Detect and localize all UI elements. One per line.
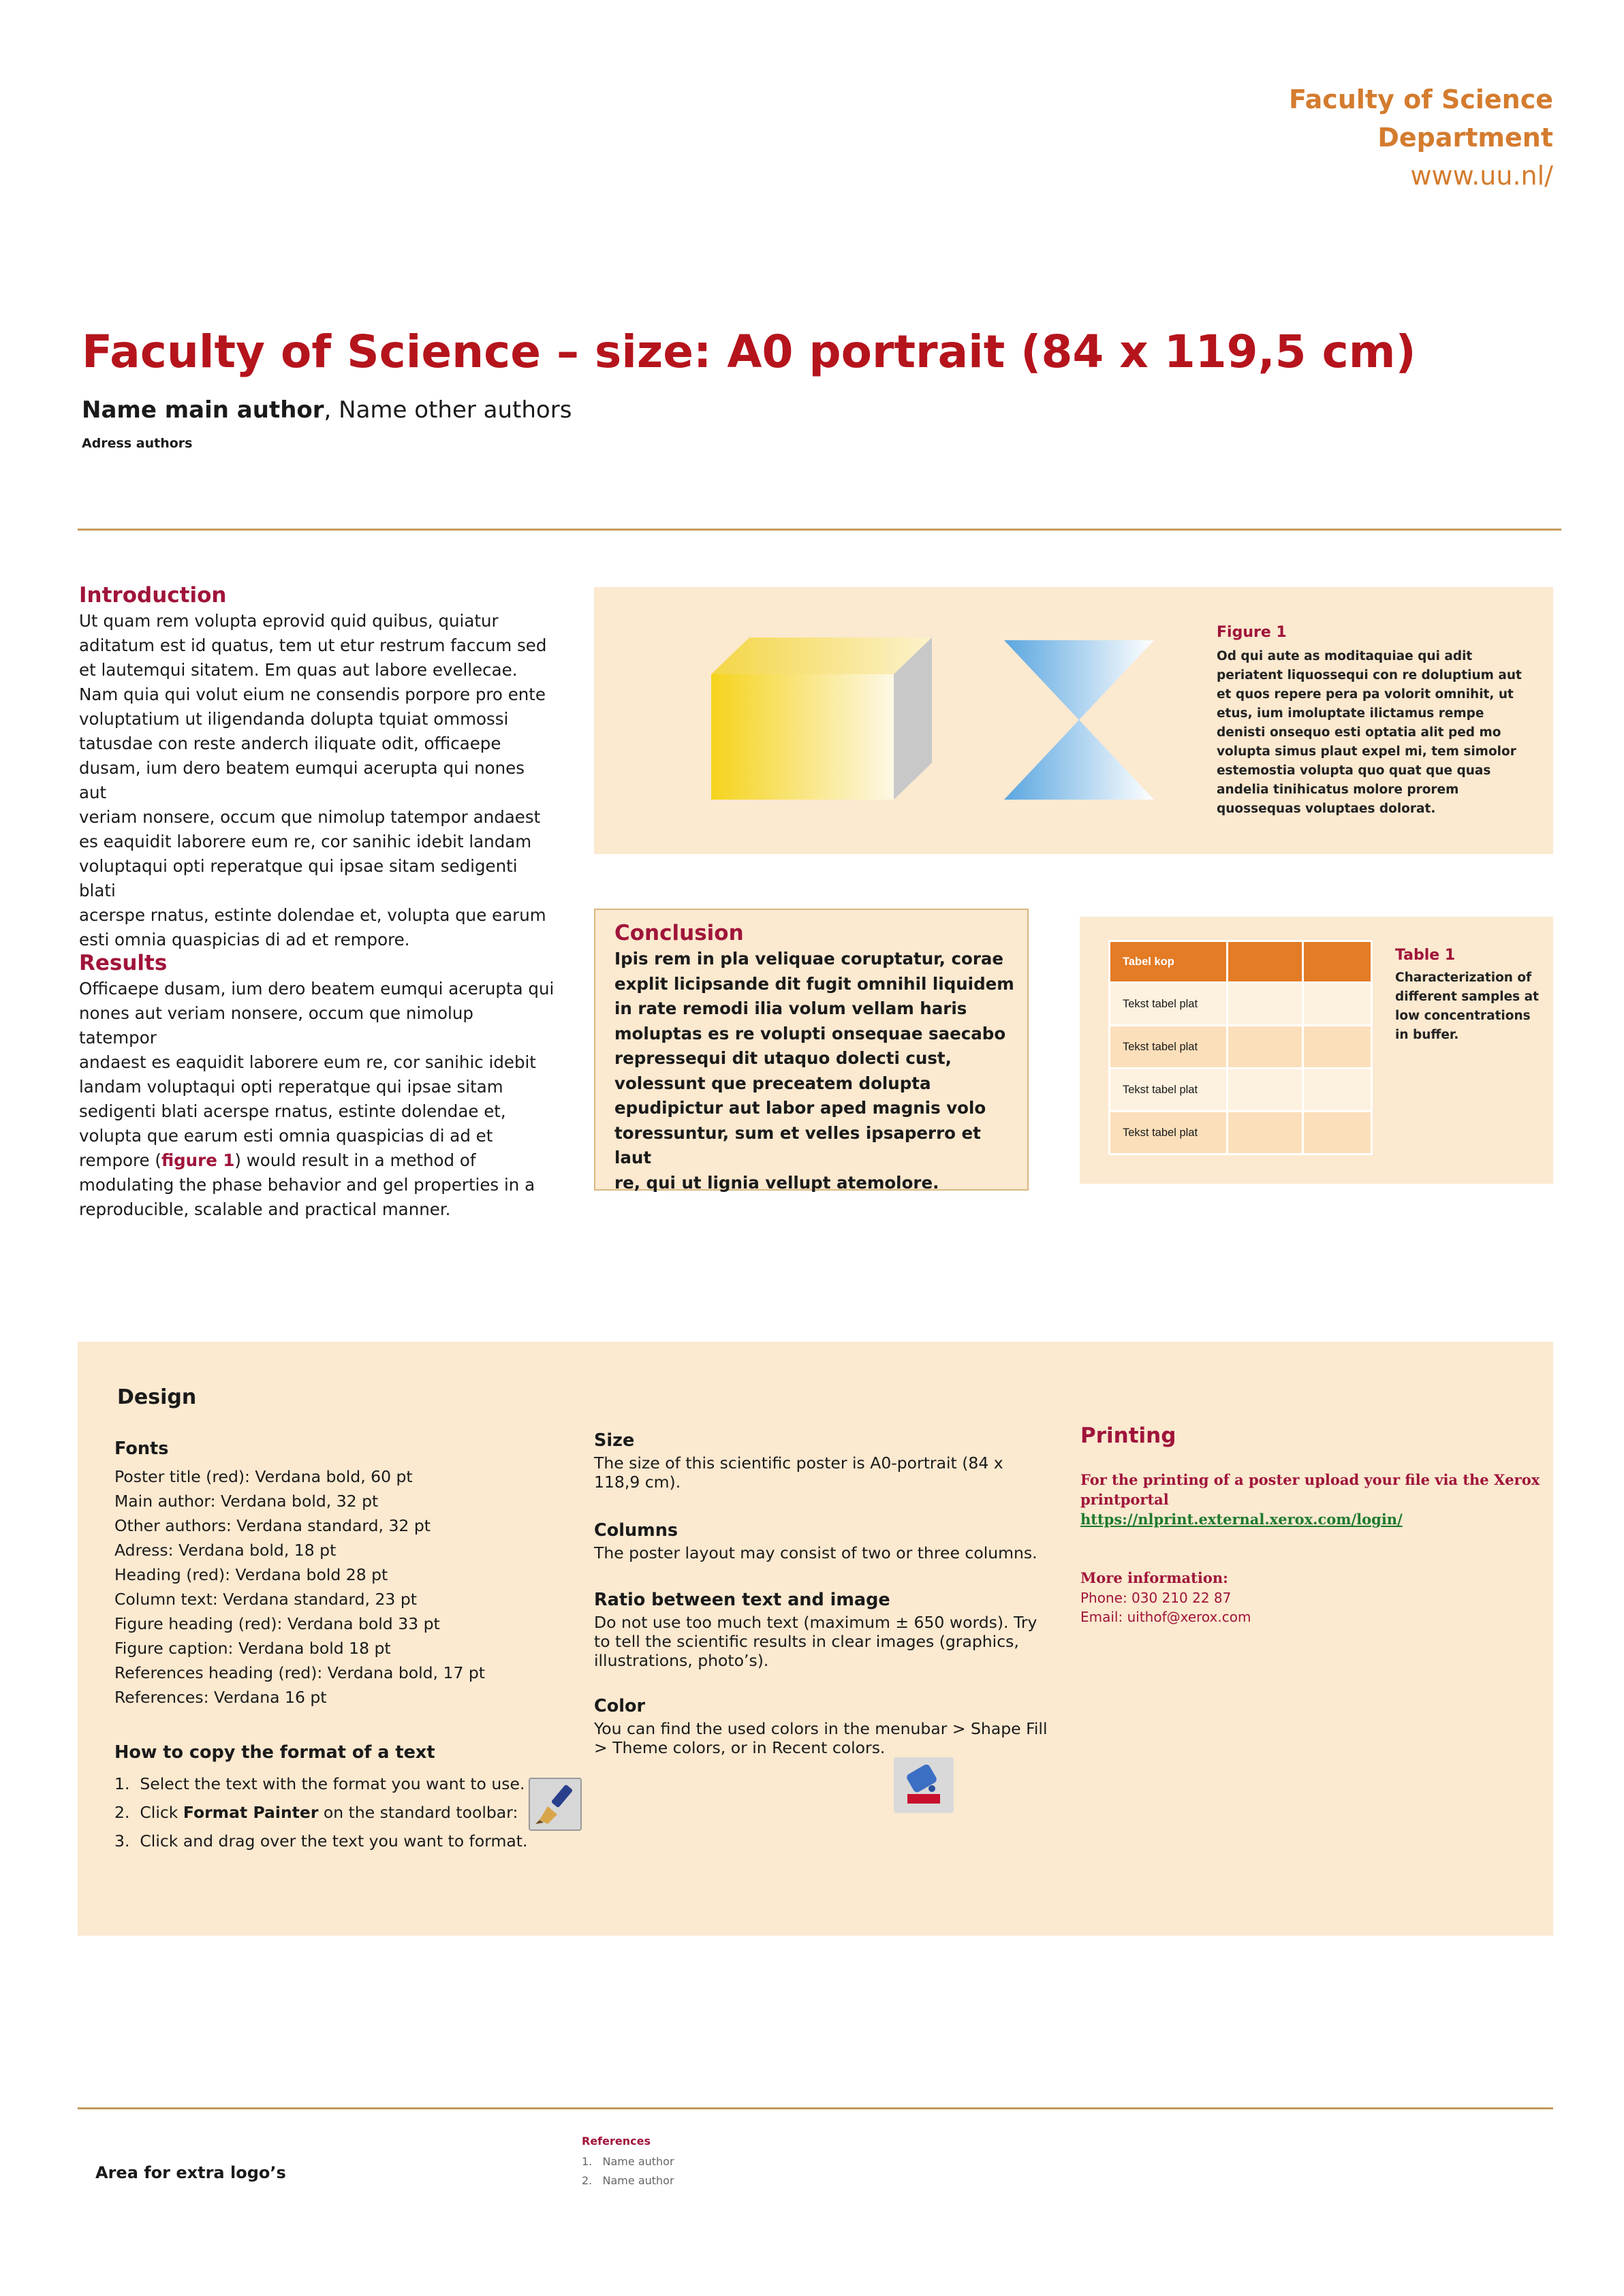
table-header-row <box>1110 941 1372 983</box>
figure-caption: Od qui aute as moditaquiae qui adit periatent liquossequi con re doluptium aut et quos repere pera pa volorit omnihit, ut etus, ium imoluptate ilictamus rempe denisti onsequo esti optatia alit ped mo volupta simus plaut expel mi, tem simolor estemostia volupta quo quat que quas andelia tinihicatus molore prorem quossequas voluptaes dolorat. <box>1217 649 1522 816</box>
text-line: dusam, ium dero beatem eumqui acerupta qui nones aut <box>79 758 525 802</box>
poster-title: Faculty of Science – size: A0 portrait (84 x 119,5 cm) <box>82 326 1416 378</box>
table-row <box>1110 983 1372 1026</box>
figure-panel <box>594 587 1553 854</box>
size-heading: Size <box>594 1430 635 1451</box>
email[interactable]: Email: uithof@xerox.com <box>1080 1609 1251 1625</box>
other-authors: , Name other authors <box>324 396 572 424</box>
table-cell: Tekst tabel plat <box>1110 1112 1228 1154</box>
authors-line <box>82 396 572 424</box>
results-section <box>79 951 556 1222</box>
text-line: sedigenti blati acerspe rnatus, estinte dolendae et, <box>79 1101 506 1121</box>
references-list <box>582 2152 674 2190</box>
color-heading: Color <box>594 1696 646 1716</box>
address: Adress authors <box>82 436 193 451</box>
figure-reference-link[interactable]: figure 1 <box>161 1150 235 1170</box>
text-line: et lautemqui sitatem. Em quas aut labore evellecae. <box>79 660 518 680</box>
more-info-heading: More information: <box>1080 1569 1228 1586</box>
table-cell: Tekst tabel plat <box>1110 983 1228 1026</box>
main-author: Name main author <box>82 396 324 424</box>
text-line: esti omnia quaspicias di ad et rempore. <box>79 930 410 949</box>
fonts-list: Poster title (red): Verdana bold, 60 pt Main author: Verdana bold, 32 pt Other authors: Verdana standard, 32 pt Adress: Verdana bold, 18 pt Heading (red): Verdana bold 28 pt Column text: Verdana standard, 23 pt Figure heading (red): Verdana bold 33 pt Figure caption: Verdana bold 18 pt References heading (red): Verdana bold, 17 pt References: Verdana 16 pt <box>114 1467 485 1707</box>
text-line: Nam quia qui volut eium ne consendis porpore pro ente <box>79 685 546 704</box>
text-line: andaest es eaquidit laborere eum re, cor sanihic idebit <box>79 1052 536 1072</box>
ratio-heading: Ratio between text and image <box>594 1590 890 1610</box>
fonts-heading: Fonts <box>114 1438 169 1459</box>
text-line: acerspe rnatus, estinte dolendae et, volupta que earum <box>79 905 546 925</box>
table-header-cell <box>1228 941 1303 983</box>
introduction-heading: Introduction <box>79 583 227 608</box>
contact-info <box>1080 1588 1251 1626</box>
results-heading: Results <box>79 951 168 975</box>
color-text: You can find the used colors in the menubar > Shape Fill > Theme colors, or in Recent colors. <box>594 1719 1048 1757</box>
extra-logos-area: Area for extra logo’s <box>95 2163 286 2182</box>
paint-bucket-icon[interactable] <box>894 1757 954 1813</box>
results-text <box>79 977 556 1222</box>
table-cell <box>1228 983 1303 1026</box>
introduction-text <box>79 609 549 952</box>
text-line: rempore (figure 1) would result in a method of <box>79 1150 476 1170</box>
org-name: Faculty of Science <box>1288 84 1553 114</box>
organization-block <box>1289 80 1553 195</box>
reference-item: 2. Name author <box>582 2174 674 2187</box>
text-line: reproducible, scalable and practical manner. <box>79 1199 451 1219</box>
text-line: modulating the phase behavior and gel properties in a <box>79 1175 535 1195</box>
text-line: volupta que earum esti omnia quaspicias di ad et <box>79 1126 493 1146</box>
text-line: aditatum est id quatus, tem ut etur restrum faccum sed <box>79 635 547 655</box>
table-cell <box>1228 1112 1303 1154</box>
step-1: 1. Select the text with the format you want to use. <box>114 1774 525 1793</box>
text-line: Ut quam rem volupta eprovid quid quibus, quiatur <box>79 611 499 631</box>
table-cell: Tekst tabel plat <box>1110 1026 1228 1069</box>
table-panel <box>1080 917 1553 1184</box>
step-2: 2. Click Format Painter on the standard toolbar: <box>114 1803 518 1822</box>
text-line: veriam nonsere, occum que nimolup tatempor andaest <box>79 807 541 827</box>
table-cell <box>1228 1069 1303 1112</box>
text-line: landam voluptaqui opti reperatque qui ipsae sitam <box>79 1077 503 1097</box>
size-text: The size of this scientific poster is A0-portrait (84 x 118,9 cm). <box>594 1453 1003 1492</box>
table-cell <box>1303 1026 1372 1069</box>
introduction-section <box>79 583 549 952</box>
conclusion-box <box>594 909 1029 1191</box>
format-painter-icon[interactable] <box>529 1778 582 1831</box>
figure-graphic <box>703 635 1180 812</box>
table-cell <box>1303 1112 1372 1154</box>
table-cell: Tekst tabel plat <box>1110 1069 1228 1112</box>
copy-format-heading: How to copy the format of a text <box>114 1742 435 1763</box>
table-row <box>1110 1026 1372 1069</box>
table-cell <box>1228 1026 1303 1069</box>
printing-heading: Printing <box>1080 1424 1176 1448</box>
phone: Phone: 030 210 22 87 <box>1080 1590 1232 1606</box>
text-line: tatusdae con reste anderch iliquate odit, officaepe <box>79 734 501 753</box>
conclusion-text: Ipis rem in pla veliquae coruptatur, corae explit licipsande dit fugit omnihil liquidem in rate remodi ilia volum vellam haris moluptas es re volupti onsequae saecabo repressequi dit utaquo dolecti cust, volessunt que preceatem dolupta epudipictur aut labor aped magnis volo toressuntur, sum et velles ipsaperro et laut re, qui ut lignia vellupt atemolore. <box>614 949 1014 1193</box>
data-table <box>1108 940 1373 1155</box>
columns-heading: Columns <box>594 1520 678 1541</box>
table-row <box>1110 1112 1372 1154</box>
text-line: Officaepe dusam, ium dero beatem eumqui acerupta qui <box>79 979 555 998</box>
table-header-cell: Tabel kop <box>1110 941 1228 983</box>
cube-shape <box>711 638 932 800</box>
header-divider <box>78 529 1561 531</box>
table-header-cell <box>1303 941 1372 983</box>
design-heading: Design <box>117 1385 197 1409</box>
copy-format-steps <box>114 1770 578 1855</box>
table-cell <box>1303 1069 1372 1112</box>
ratio-text: Do not use too much text (maximum ± 650 words). Try to tell the scientific results in clear images (graphics, illustrations, photo’s). <box>594 1613 1037 1670</box>
reference-item: 1. Name author <box>582 2155 674 2168</box>
design-panel <box>78 1342 1553 1936</box>
table-cell <box>1303 983 1372 1026</box>
step-3: 3. Click and drag over the text you want to format. <box>114 1831 528 1851</box>
text-line: nones aut veriam nonsere, occum que nimolup tatempor <box>79 1003 473 1048</box>
table-title: Table 1 <box>1395 947 1456 964</box>
conclusion-heading: Conclusion <box>614 921 744 945</box>
columns-text: The poster layout may consist of two or three columns. <box>594 1543 1037 1562</box>
table-caption: Characterization of different samples at low concentrations in buffer. <box>1395 971 1539 1042</box>
hourglass-shape <box>1004 640 1154 800</box>
text-line: voluptatium ut iligendanda dolupta tquiat ommossi <box>79 709 509 729</box>
text-line: voluptaqui opti reperatque qui ipsae sitam sedigenti blati <box>79 856 518 900</box>
org-department: Department <box>1377 123 1553 153</box>
xerox-printportal-link[interactable]: https://nlprint.external.xerox.com/login/ <box>1080 1511 1403 1528</box>
printing-text: For the printing of a poster upload your file via the Xerox printportal https://nlprint.external.xerox.com/login/ <box>1080 1470 1550 1529</box>
text-line: es eaquidit laborere eum re, cor sanihic idebit landam <box>79 832 532 851</box>
table-row <box>1110 1069 1372 1112</box>
org-url[interactable]: www.uu.nl/ <box>1410 161 1553 191</box>
references-heading: References <box>582 2135 651 2148</box>
footer-divider <box>78 2107 1553 2109</box>
figure-title: Figure 1 <box>1217 624 1287 641</box>
